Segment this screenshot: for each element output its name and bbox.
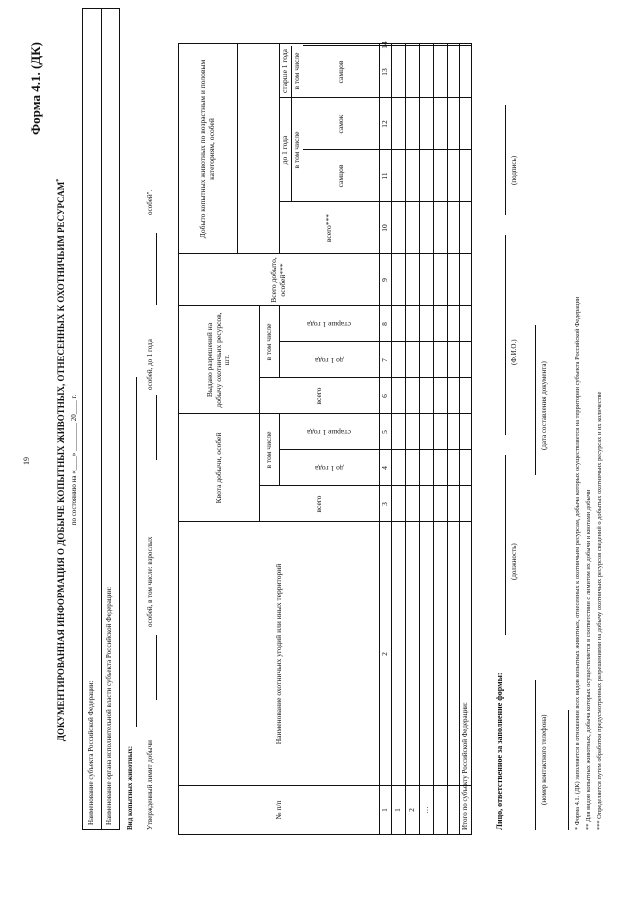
- header-u1-male: самцов: [335, 164, 345, 188]
- footnote-1: * Форма 4.1. (ДК) заполняется в отношении всех видов копытных животных, отнесенных к охотничьим ресурсам, добыча которых осуществляется на территории субъекта Российской Федерации: [574, 296, 581, 830]
- name-line: [505, 235, 506, 435]
- phone-line: [535, 680, 536, 830]
- colnum-9: 9: [379, 278, 389, 282]
- form-title: [56, 110, 66, 810]
- colnum-11: 11: [379, 172, 389, 180]
- header-u1-incl: в том числе: [291, 131, 301, 169]
- header-divider: [101, 9, 102, 829]
- header-quota-o1-wrap: [279, 414, 379, 450]
- name-caption: (Ф.И.О.): [510, 339, 518, 365]
- header-o1-group: старше 1 года: [279, 49, 289, 93]
- row-line-r1: [405, 44, 406, 834]
- header-territory: Наименование охотничьих угодий или иных территорий: [273, 563, 283, 745]
- colnum-7: 7: [379, 358, 389, 362]
- header-under1: [237, 150, 279, 254]
- total-row-label: Итого по субъекту Российской Федерации:: [461, 702, 469, 830]
- footnote-separator: [568, 710, 569, 830]
- colnum-10: 10: [379, 224, 389, 232]
- date-line: по состоянию на «____» ________ 20____ г.: [70, 394, 78, 526]
- limit-line-3: [156, 233, 157, 305]
- position-line: [505, 455, 506, 635]
- footnote-2: ** Для видов копытных животных, добыча которых осуществляется в соответствии с лимитом их добычи и квотами добычи: [585, 489, 592, 830]
- header-quota-total: всего: [313, 495, 323, 513]
- header-quota-u1: до 1 года: [314, 464, 344, 474]
- header-by-age: Добыто копытных животных по возрастным и половым категориям, особей: [198, 59, 216, 239]
- phone-caption: (номер контактного телефона): [540, 714, 548, 805]
- colnum-1: 1: [379, 808, 389, 812]
- date-caption: (дата составления документа): [540, 361, 548, 450]
- header-permit-o1: старше 1 года: [307, 320, 351, 330]
- header-o1-female-edge: [303, 44, 379, 46]
- limit-mid-text: особей, в том числе: взрослых: [146, 536, 154, 627]
- date-line-sign: [535, 325, 536, 475]
- header-quota-o1: старше 1 года: [307, 428, 351, 438]
- species-label: Вид копытных животных:: [126, 745, 134, 830]
- header-quota-u1-wrap: [279, 450, 379, 486]
- row-line-r5: [459, 44, 460, 834]
- header-o1-incl: в том числе: [291, 52, 301, 90]
- species-line: [136, 377, 137, 727]
- harvest-table: [178, 43, 472, 835]
- colnum-5: 5: [379, 430, 389, 434]
- colnum-13: 13: [379, 68, 389, 76]
- colnum-2: 2: [379, 652, 389, 656]
- header-harvested: Всего добыто, особей***: [269, 257, 287, 303]
- row-line-r4: [447, 44, 448, 834]
- colnum-14: 14: [379, 41, 389, 49]
- colnum-4: 4: [379, 466, 389, 470]
- authority-field-label: Наименование органа исполнительной власти субъекта Российской Федерации:: [105, 586, 113, 825]
- limit-line-2: [156, 395, 157, 460]
- sign-line: [505, 105, 506, 215]
- row-label-2: 2: [406, 808, 416, 812]
- limit-label: Утвержденный лимит добычи: [146, 740, 154, 830]
- title-footnote-mark: *: [56, 178, 62, 182]
- title-text: ДОКУМЕНТИРОВАННАЯ ИНФОРМАЦИЯ О ДОБЫЧЕ КОПЫТНЫХ ЖИВОТНЫХ, ОТНЕСЕННЫХ К ОХОТНИЧЬИМ РЕСУРСАМ: [56, 181, 66, 742]
- colnum-3: 3: [379, 502, 389, 506]
- row-line-r3: [433, 44, 434, 834]
- header-quota: Квота добычи, особей: [213, 432, 223, 504]
- page-number: 19: [22, 457, 31, 465]
- header-u1-total: всего***: [323, 213, 333, 243]
- header-permit-u1-wrap: [279, 342, 379, 378]
- header-u1-group: до 1 года: [279, 135, 289, 165]
- header-num: № п/п: [273, 800, 283, 820]
- row-line-colnums-bottom: [391, 44, 392, 834]
- subject-field-label: Наименование субъекта Российской Федерации:: [87, 680, 95, 825]
- footnote-3: *** Определяется путем обработки предусмотренных разрешениями на добычу охотничьих ресурсов сведений о добытых охотничьих ресурсах и их количестве: [596, 391, 603, 830]
- form-label: Форма 4.1. (ДК): [28, 42, 43, 135]
- header-permit-incl: в том числе: [263, 323, 273, 361]
- header-permits: Выдано разрешений на добычу охотничьих ресурсов, шт.: [205, 312, 232, 408]
- sign-caption: (подпись): [510, 155, 518, 185]
- colnum-6: 6: [379, 394, 389, 398]
- header-permit-o1-wrap: [279, 306, 379, 342]
- limit-end-text: особей".: [146, 189, 154, 215]
- colnum-12: 12: [379, 120, 389, 128]
- header-o1-male: самцов: [335, 60, 345, 84]
- limit-mid2-text: особей, до 1 года: [146, 339, 154, 390]
- responsible-label: Лицо, ответственное за заполнение формы:: [495, 672, 504, 830]
- header-permit-total: всего: [313, 387, 323, 405]
- colnum-8: 8: [379, 322, 389, 326]
- header-box: [82, 8, 120, 830]
- row-label-1: 1: [392, 808, 402, 812]
- row-label-3: …: [420, 806, 430, 814]
- row-line-r2: [419, 44, 420, 834]
- header-quota-incl: в том числе: [263, 431, 273, 469]
- header-u1-female: самок: [335, 114, 345, 134]
- header-permit-u1: до 1 года: [314, 356, 344, 366]
- limit-line-1: [156, 635, 157, 700]
- position-caption: (должность): [510, 543, 518, 580]
